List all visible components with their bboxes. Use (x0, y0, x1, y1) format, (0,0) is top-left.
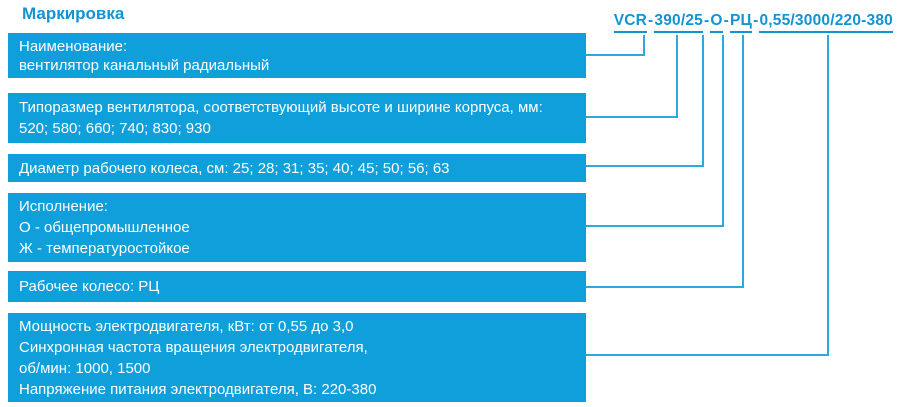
code-segment-power: 0,55/3000/220-380 (759, 12, 893, 33)
label-text: Исполнение: (19, 198, 108, 215)
label-text: об/мин: 1000, 1500 (19, 359, 151, 377)
label-box-name (8, 33, 586, 78)
code-segment-execution: О (710, 12, 722, 33)
label-text: Диаметр рабочего колеса, см: 25; 28; 31; 35; 40; 45; 50; 56; 63 (19, 159, 450, 177)
label-box-impeller (8, 271, 586, 302)
label-text: Ж - температуростойкое (19, 240, 190, 257)
label-text: Типоразмер вентилятора, соответствующий высоте и ширине корпуса, мм: (19, 99, 543, 116)
connector-line-power (586, 35, 829, 356)
label-text: Мощность электродвигателя, кВт: от 0,55 до 3,0 (19, 317, 354, 335)
label-text: Напряжение питания электродвигателя, В: 220-380 (19, 380, 377, 398)
code-separator: - (704, 12, 710, 29)
code-separator: - (723, 12, 730, 29)
label-box-diameter (8, 154, 586, 182)
label-text: 520; 580; 660; 740; 830; 930 (19, 120, 211, 137)
code-segment-size: 390/25 (654, 12, 703, 33)
code-separator: - (753, 12, 759, 29)
label-text: Синхронная частота вращения электродвигателя, (19, 338, 368, 356)
product-code (614, 12, 893, 33)
label-text: О - общепромышленное (19, 219, 190, 236)
label-text: Рабочее колесо: РЦ (19, 278, 160, 295)
label-box-execution (8, 193, 586, 262)
code-separator: - (648, 12, 654, 29)
label-text: Наименование: (19, 37, 128, 55)
label-text: вентилятор канальный радиальный (19, 56, 270, 74)
code-segment-series: VCR (614, 12, 647, 33)
label-box-size (8, 93, 586, 143)
label-box-motor (8, 313, 586, 402)
page-title: Маркировка (22, 4, 125, 23)
code-segment-impeller: РЦ (730, 12, 752, 33)
